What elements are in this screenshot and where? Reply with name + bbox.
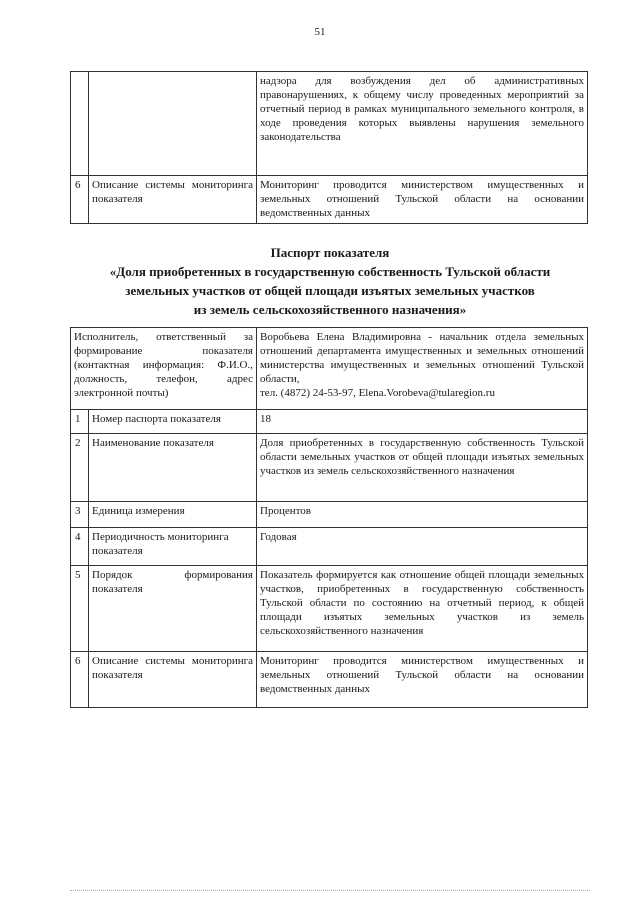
row-value: 18	[257, 410, 588, 434]
table-row	[71, 410, 588, 434]
passport-table	[70, 327, 588, 708]
passport-title	[60, 243, 600, 319]
row-value: Годовая	[257, 528, 588, 566]
row-label: Наименование показателя	[89, 434, 257, 502]
row-label: Описание системы мониторинга показателя	[89, 176, 257, 224]
scan-artifact-line	[70, 890, 590, 893]
row-number: 4	[71, 528, 89, 566]
executor-name: Воробьева Елена Владимировна - начальник отдела земельных отношений департамента имущественных и земельных отношений министерства имущественных и земельных отношений Тульской области,	[260, 331, 584, 385]
row-label	[89, 72, 257, 176]
row-value: Процентов	[257, 502, 588, 528]
table-row	[71, 566, 588, 652]
table-row	[71, 528, 588, 566]
table-row	[71, 652, 588, 708]
table-row	[71, 176, 588, 224]
row-label: Описание системы мониторинга показателя	[89, 652, 257, 708]
row-number: 6	[71, 652, 89, 708]
title-line: «Доля приобретенных в государственную собственность Тульской области	[109, 264, 551, 279]
title-line: земельных участков от общей площади изъятых земельных участков	[125, 283, 535, 298]
row-label: Порядок формирования показателя	[89, 566, 257, 652]
row-label: Номер паспорта показателя	[89, 410, 257, 434]
table-row	[71, 434, 588, 502]
executor-row	[71, 328, 588, 410]
top-table	[70, 71, 588, 224]
row-number: 5	[71, 566, 89, 652]
row-number: 2	[71, 434, 89, 502]
row-number: 6	[71, 176, 89, 224]
row-number: 3	[71, 502, 89, 528]
row-value: Доля приобретенных в государственную собственность Тульской области земельных участков от общей площади изъятых земельных участков из земель сельскохозяйственного назначения	[257, 434, 588, 502]
row-number	[71, 72, 89, 176]
executor-label: Исполнитель, ответственный за формирование показателя (контактная информация: Ф.И.О., должность, телефон, адрес электронной почты)	[71, 328, 257, 410]
title-line: Паспорт показателя	[270, 245, 390, 260]
table-row	[71, 72, 588, 176]
row-value: Мониторинг проводится министерством имущественных и земельных отношений Тульской области на основании ведомственных данных	[257, 652, 588, 708]
row-value: надзора для возбуждения дел об административных правонарушениях, к общему числу проведенных мероприятий за отчетный период в рамках муниципального земельного контроля, в ходе проведения которых выявлены нарушения земельного законодательства	[257, 72, 588, 176]
table-row	[71, 502, 588, 528]
row-value: Показатель формируется как отношение общей площади земельных участков, приобретенных в государственную собственность Тульской области по состоянию на отчетный период, к общей площади изъятых земельных участков из земель сельскохозяйственного назначения	[257, 566, 588, 652]
executor-value	[257, 328, 588, 410]
page-number: 51	[314, 26, 326, 38]
row-label: Единица измерения	[89, 502, 257, 528]
row-number: 1	[71, 410, 89, 434]
executor-contact: тел. (4872) 24-53-97, Elena.Vorobeva@tularegion.ru	[260, 387, 495, 399]
row-value: Мониторинг проводится министерством имущественных и земельных отношений Тульской области на основании ведомственных данных	[257, 176, 588, 224]
title-line: из земель сельскохозяйственного назначения»	[193, 302, 467, 317]
row-label: Периодичность мониторинга показателя	[89, 528, 257, 566]
